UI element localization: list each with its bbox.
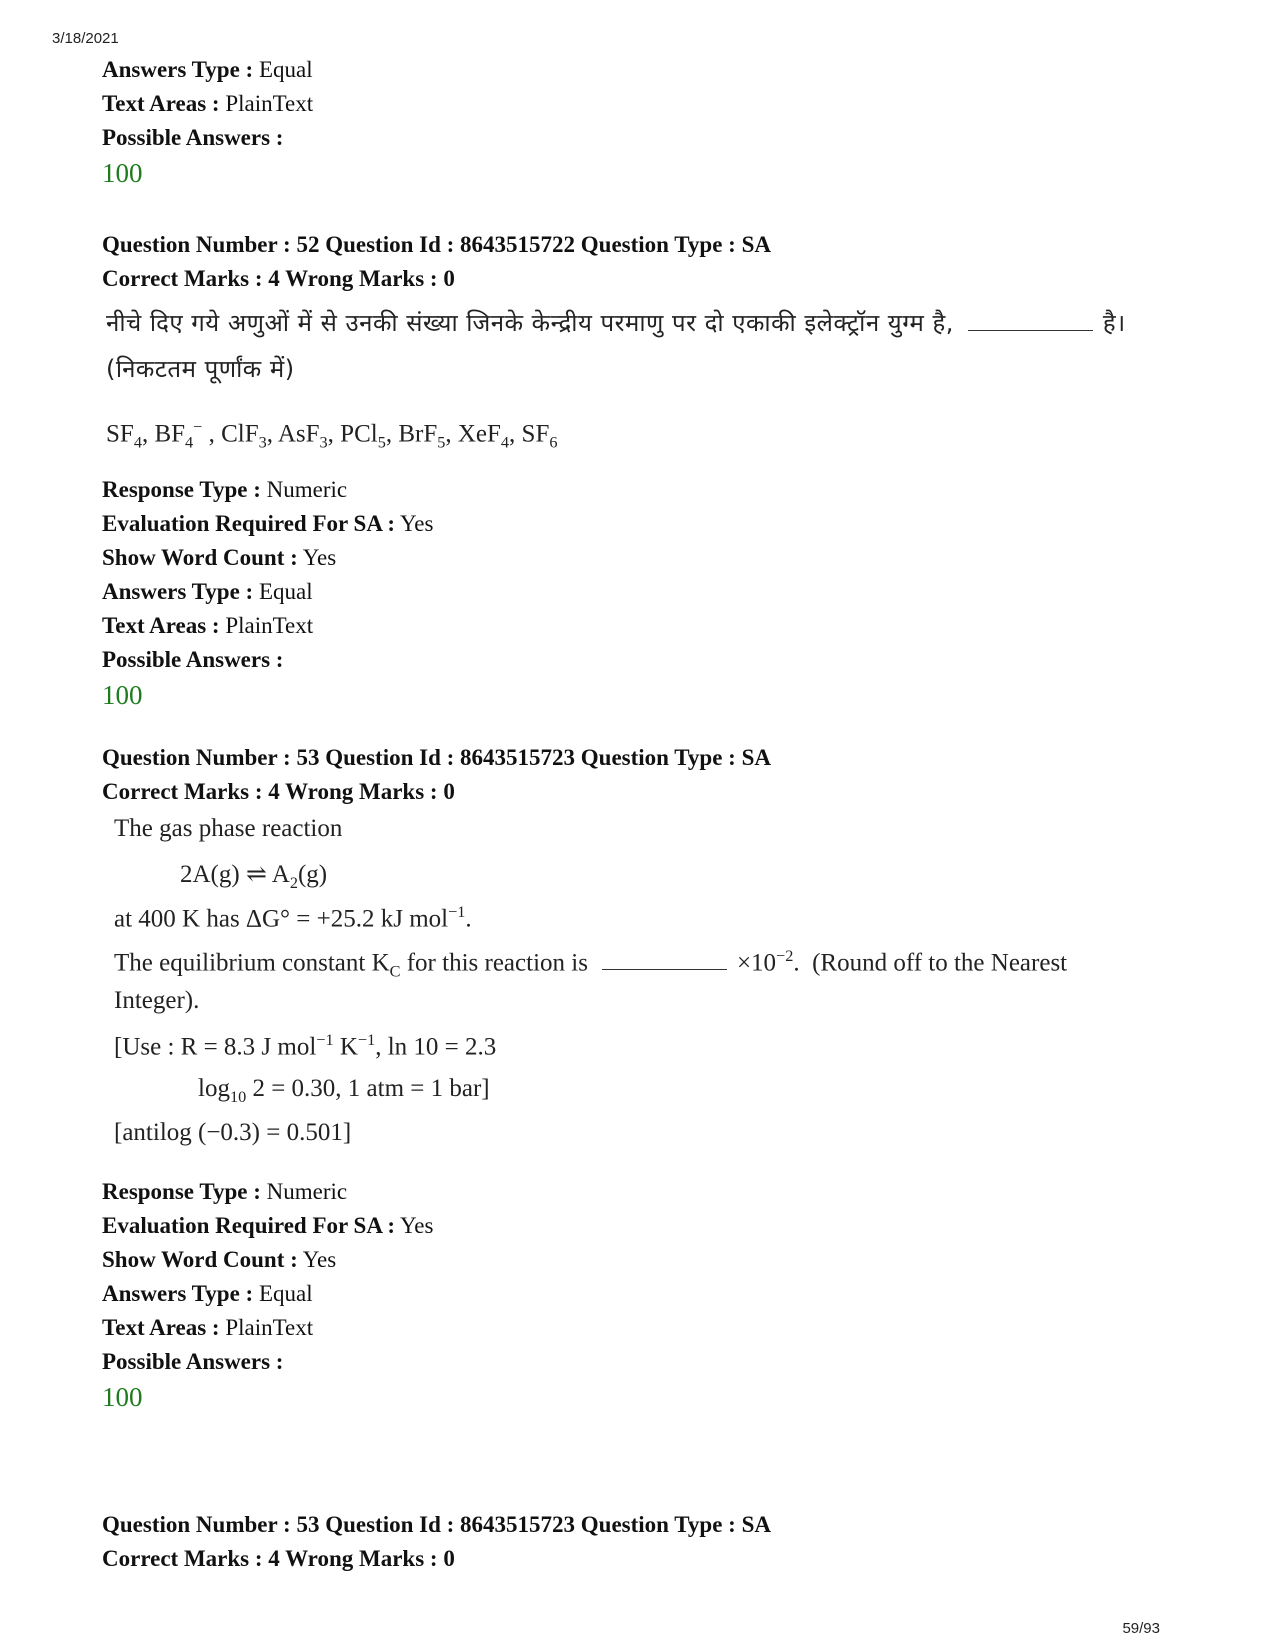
possible-answers-label: Possible Answers : (102, 647, 284, 672)
answers-type-row: Answers Type : Equal (102, 1281, 313, 1306)
answers-type-row: Answers Type : Equal (102, 579, 313, 604)
question-intro: The gas phase reaction (114, 815, 343, 842)
show-word-count-row: Show Word Count : Yes (102, 545, 337, 570)
answer-blank (602, 951, 727, 970)
reaction-equation: 2A(g) ⇌ $A_2(g)$ (180, 861, 328, 892)
possible-answers-label: Possible Answers : (102, 125, 284, 150)
question-heading: Question Number : 52 Question Id : 8643515722 Question Type : SA (102, 232, 771, 257)
text-areas-row: Text Areas : PlainText (102, 613, 314, 638)
question-text-line-1: नीचे दिए गये अणुओं में से उनकी संख्या जिनके केन्द्रीय परमाणु पर दो एकाकी इलेक्ट्रॉन युग्म है, है। (106, 309, 1126, 337)
question-marks: Correct Marks : 4 Wrong Marks : 0 (102, 266, 455, 291)
antilog-line: [antilog (−0.3) = 0.501] (114, 1119, 352, 1146)
show-word-count-row: Show Word Count : Yes (102, 1247, 337, 1272)
answers-type-row: Answers Type : Equal (102, 57, 313, 82)
possible-answer-value: 100 (102, 680, 143, 710)
integer-line: Integer). (114, 987, 200, 1014)
question-text-line-2: (निकटतम पूर्णांक में) (106, 355, 295, 383)
molecule-list: $SF_4$, $BF_4^-$ , ClF$_3$, AsF$_3$, PCl$_5$, BrF$_5$, XeF$_4$, $SF_6$ (106, 418, 558, 452)
prev-question-tail (102, 53, 1202, 191)
question-53-repeat (102, 1508, 1202, 1576)
question-52-body (106, 306, 1202, 464)
text-areas-row: Text Areas : PlainText (102, 91, 314, 116)
evaluation-required-row: Evaluation Required For SA : Yes (102, 511, 434, 536)
response-type-row: Response Type : Numeric (102, 477, 348, 502)
print-date: 3/18/2021 (52, 30, 119, 47)
text-areas-row: Text Areas : PlainText (102, 1315, 314, 1340)
possible-answer-value: 100 (102, 1382, 143, 1412)
delta-g-line: at 400 K has ΔG° = +25.2 kJ mol$^{-1}$. (114, 903, 472, 933)
possible-answer-value: 100 (102, 158, 143, 188)
evaluation-required-row: Evaluation Required For SA : Yes (102, 1213, 434, 1238)
kc-line: The equilibrium constant $K_C$ for this reaction is $\times 10^{-2}$. (Round off to the Nearest (114, 947, 1068, 981)
answer-blank (968, 312, 1093, 331)
question-53 (102, 741, 1202, 1415)
question-heading: Question Number : 53 Question Id : 8643515723 Question Type : SA (102, 1512, 771, 1537)
question-53-body (114, 815, 1202, 1163)
question-heading: Question Number : 53 Question Id : 8643515723 Question Type : SA (102, 745, 771, 770)
question-52 (102, 228, 1202, 713)
response-type-row: Response Type : Numeric (102, 1179, 348, 1204)
constants-line-1: [Use : R = 8.3 J mol$^{-1}$ $K^{-1}$, ln 10 = 2.3 (114, 1031, 497, 1061)
question-marks: Correct Marks : 4 Wrong Marks : 0 (102, 779, 455, 804)
page-number: 59/93 (1122, 1620, 1160, 1637)
question-marks: Correct Marks : 4 Wrong Marks : 0 (102, 1546, 455, 1571)
constants-line-2: $\log_{10} 2 = 0.30$, 1 atm = 1 bar] (198, 1075, 490, 1106)
possible-answers-label: Possible Answers : (102, 1349, 284, 1374)
